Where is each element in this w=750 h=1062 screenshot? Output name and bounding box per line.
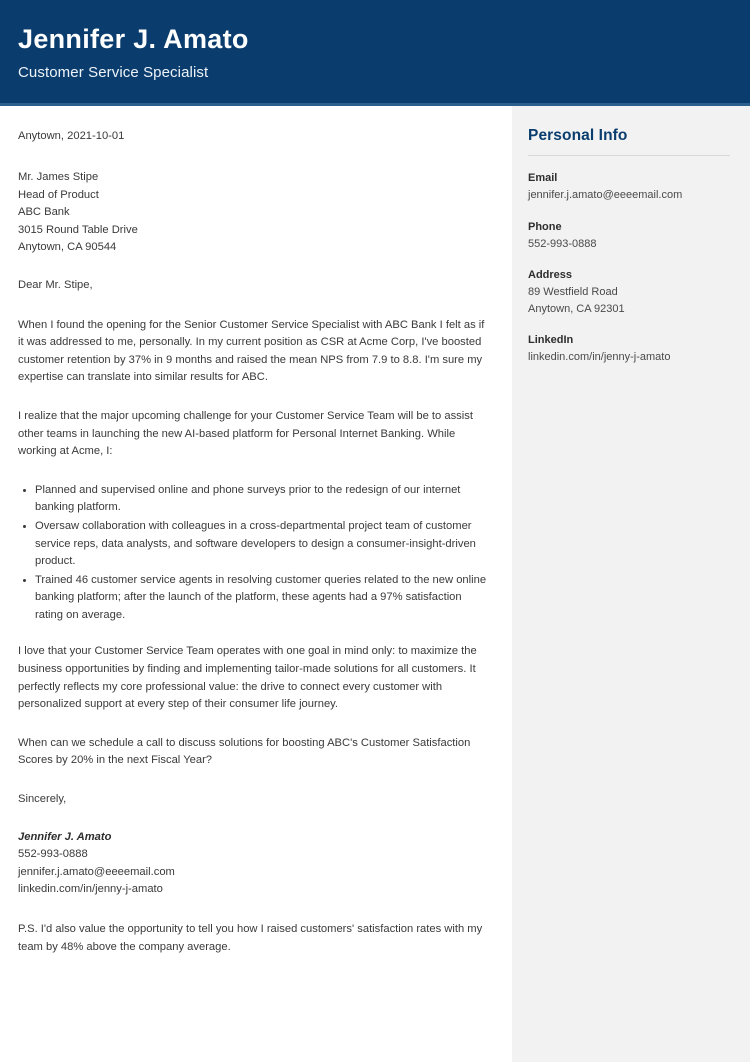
applicant-job-title: Customer Service Specialist: [18, 64, 209, 81]
sidebar-value-linkedin: linkedin.com/in/jenny-j-amato: [528, 351, 671, 363]
body-paragraph-3: I love that your Customer Service Team operates with one goal in mind only: to maximize the business opportunities by finding and implementing tailor-made solutions for all customers. It perfectly reflects my core professional value: the drive to connect every customer with personalized support at every step of their consumer life journey.: [18, 645, 477, 711]
sidebar-value-address-line-2: Anytown, CA 92301: [528, 302, 625, 315]
body-paragraph-1: When I found the opening for the Senior Customer Service Specialist with ABC Bank I felt as if it was addressed to me, personally. In my current position as CSR at Acme Corp, I've boosted customer retention by 37% in 9 months and raised the mean NPS from 7.9 to 8.8. I'm sure my expertise can translate into similar results for ABC.: [18, 318, 485, 384]
signature-email: jennifer.j.amato@eeeemail.com: [18, 865, 175, 878]
recipient-company: ABC Bank: [18, 206, 70, 219]
sidebar-label-linkedin: LinkedIn: [528, 334, 574, 346]
postscript: P.S. I'd also value the opportunity to tell you how I raised customers' satisfaction rates with my team by 48% above the company average.: [18, 923, 483, 953]
sidebar-item-address: [528, 267, 730, 317]
list-item: Trained 46 customer service agents in resolving customer queries related to the new online banking platform; after the launch of the platform, these agents had a 97% satisfaction rating on average.: [18, 572, 490, 625]
header-accent-rule: [0, 103, 750, 106]
personal-info-sidebar: [512, 106, 750, 1062]
recipient-name: Mr. James Stipe: [18, 171, 99, 183]
recipient-city-state-zip: Anytown, CA 90544: [18, 241, 117, 254]
signature-name: Jennifer J. Amato: [18, 830, 112, 843]
body-paragraph-2: I realize that the major upcoming challenge for your Customer Service Team will be to assist other teams in launching the new AI-based platform for Personal Internet Banking. While working at Acme, I:: [18, 409, 473, 458]
sidebar-label-email: Email: [528, 172, 558, 184]
body-paragraph-4: When can we schedule a call to discuss solutions for boosting ABC's Customer Satisfaction Scores by 20% in the next Fiscal Year?: [18, 736, 471, 767]
sidebar-value-email: jennifer.j.amato@eeeemail.com: [528, 189, 683, 201]
recipient-address-block: [18, 169, 490, 257]
sidebar-label-address: Address: [528, 269, 573, 281]
closing-salutation: Sincerely,: [18, 793, 67, 806]
signature-block: [18, 829, 490, 899]
sidebar-item-phone: [528, 219, 730, 253]
achievements-list: [18, 482, 490, 625]
signature-phone: 552-993-0888: [18, 848, 88, 861]
sidebar-item-email: [528, 170, 730, 204]
sidebar-heading: Personal Info: [528, 126, 730, 156]
sidebar-value-address-line-1: 89 Westfield Road: [528, 286, 618, 298]
applicant-name: Jennifer J. Amato: [18, 24, 249, 54]
date-line: Anytown, 2021-10-01: [18, 130, 125, 142]
sidebar-value-phone: 552-993-0888: [528, 237, 597, 250]
letter-body: [0, 106, 750, 1062]
sidebar-label-phone: Phone: [528, 220, 562, 233]
recipient-street: 3015 Round Table Drive: [18, 223, 138, 236]
recipient-position: Head of Product: [18, 188, 99, 201]
list-item: Planned and supervised online and phone surveys prior to the redesign of our internet banking platform.: [18, 482, 490, 517]
letter-header: [0, 0, 750, 106]
salutation: Dear Mr. Stipe,: [18, 278, 93, 291]
list-item: Oversaw collaboration with colleagues in a cross-departmental project team of customer service reps, data analysts, and software developers to design a consumer-insight-driven product.: [18, 518, 490, 571]
letter-main-column: [0, 106, 512, 1062]
sidebar-item-linkedin: [528, 332, 730, 366]
signature-linkedin: linkedin.com/in/jenny-j-amato: [18, 883, 163, 896]
